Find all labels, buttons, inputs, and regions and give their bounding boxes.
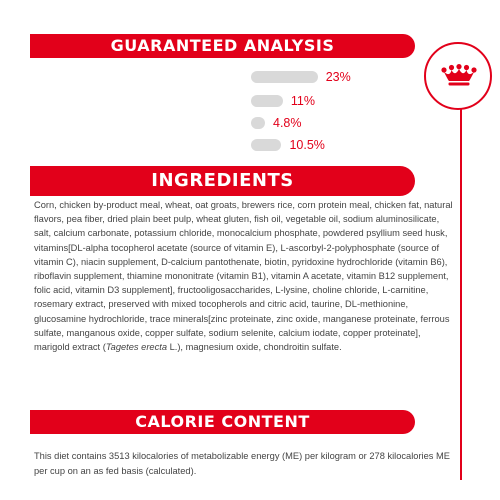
ga-value: 10.5% <box>289 138 325 152</box>
ga-bar <box>251 139 281 151</box>
ga-value: 23% <box>325 70 351 84</box>
crown-icon <box>440 64 478 88</box>
ga-bar <box>251 95 283 107</box>
ingredients-italic-name: Tagetes erecta <box>105 342 167 353</box>
ingredients-list: Corn, chicken by-product meal, wheat, oat groats, brewers rice, corn protein meal, chicken fat, natural flavors, pea fiber, dried plain beet pulp, wheat gluten, fish oil, vegetable oil, sodium aluminosilicate, salt, calcium carbonate, potassium chloride, monocalcium phosphate, powdered psyllium seed husk, vitamins[DL-alpha tocopherol acetate (source of vitamin E), L-ascorbyl-2-polyphosphate (source of vitamin C), niacin supplement, D-calcium pantothenate, biotin, pyridoxine hydrochloride (vitamin B6), riboflavin supplement, thiamine mononitrate (vitamin B1), vitamin A acetate, vitamin B12 supplement, folic acid, vitamin D3 supplement], fructooligosaccharides, L-lysine, choline chloride, L-carnitine, rosemary extract, preserved with mixed tocopherols and citric acid, taurine, DL-methionine, glucosamine hydrochloride, trace minerals[zinc proteinate, zinc oxide, manganese proteinate, ferrous sulfate, manganous oxide, copper sulfate, sodium selenite, calcium iodate, copper proteinate], marigold extract ( <box>34 200 453 353</box>
brand-badge <box>424 42 492 110</box>
ingredients-heading: INGREDIENTS <box>30 166 415 196</box>
ga-bar <box>251 117 265 129</box>
guaranteed-analysis-heading: GUARANTEED ANALYSIS <box>30 34 415 58</box>
decorative-vertical-line <box>460 100 462 480</box>
calorie-content-paragraph: This diet contains 3513 kilocalories of metabolizable energy (ME) per kilogram or 278 kilocalories ME per cup on an as fed basis (calculated). <box>34 451 450 476</box>
calorie-content-text <box>34 440 454 487</box>
ga-value: 4.8% <box>273 116 302 130</box>
ga-value: 11% <box>290 94 315 108</box>
ga-bar <box>251 71 318 83</box>
ingredients-list-end: L.), magnesium oxide, chondroitin sulfate. <box>167 342 342 353</box>
calorie-content-heading: CALORIE CONTENT <box>30 410 415 434</box>
ingredients-text <box>34 198 454 354</box>
